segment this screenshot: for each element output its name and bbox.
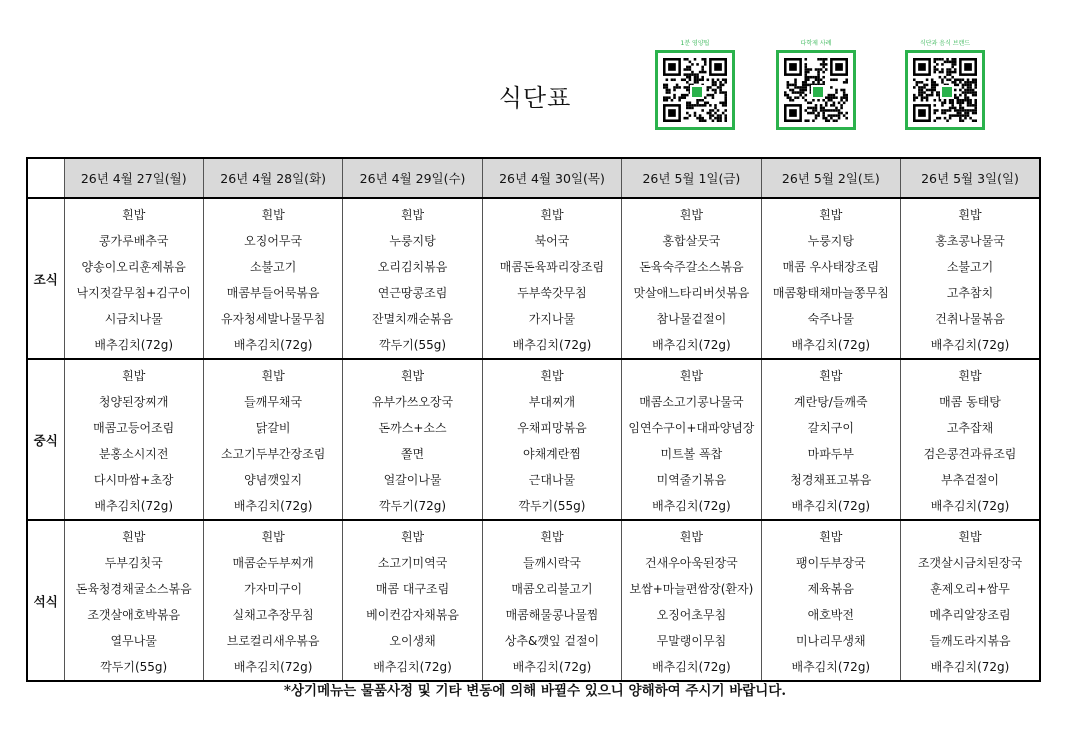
menu-cell bbox=[761, 520, 900, 681]
menu-item: 흰밥 bbox=[122, 369, 146, 383]
menu-item: 흰밥 bbox=[540, 369, 564, 383]
menu-item: 청경채표고볶음 bbox=[790, 473, 872, 487]
menu-item: 우채피망볶음 bbox=[517, 421, 587, 435]
qr-code-case-study[interactable] bbox=[771, 38, 861, 130]
day-header: 26년 4월 27일(월) bbox=[64, 158, 203, 198]
menu-item: 브로컬리새우볶음 bbox=[226, 634, 320, 648]
menu-item: 배추김치(72g) bbox=[791, 338, 871, 352]
menu-table bbox=[26, 157, 1041, 682]
menu-item: 양념깻잎지 bbox=[244, 473, 303, 487]
menu-item: 소불고기 bbox=[946, 260, 994, 274]
menu-item: 열무나물 bbox=[110, 634, 157, 648]
menu-item: 흰밥 bbox=[958, 369, 982, 383]
menu-item: 오리김치볶음 bbox=[377, 260, 448, 274]
menu-item: 깍두기(55g) bbox=[100, 660, 168, 674]
menu-item: 임연수구이+대파양념장 bbox=[628, 421, 755, 435]
day-header: 26년 4월 28일(화) bbox=[203, 158, 342, 198]
menu-item: 계란탕/들깨죽 bbox=[794, 395, 868, 409]
menu-item: 연근땅콩조림 bbox=[377, 286, 448, 300]
menu-item: 메추리알장조림 bbox=[929, 608, 1011, 622]
meal-row bbox=[27, 198, 1040, 359]
meal-label: 조식 bbox=[27, 198, 64, 359]
qr-caption: 식단과 음식 브랜드 bbox=[919, 40, 971, 47]
menu-item: 잔멸치깨순볶음 bbox=[371, 312, 454, 326]
page-title: 식단표 bbox=[498, 84, 572, 112]
menu-item: 흰밥 bbox=[819, 530, 843, 544]
menu-item: 조갯살시금치된장국 bbox=[917, 556, 1023, 570]
day-header-row bbox=[27, 158, 1040, 198]
menu-item: 미역줄기볶음 bbox=[656, 473, 727, 487]
menu-cell bbox=[482, 359, 621, 520]
menu-item: 배추김치(72g) bbox=[791, 499, 871, 513]
menu-item: 배추김치(72g) bbox=[930, 338, 1010, 352]
menu-item: 쫄면 bbox=[400, 447, 425, 461]
day-header: 26년 5월 2일(토) bbox=[761, 158, 900, 198]
menu-item: 매콤 동태탕 bbox=[939, 395, 1001, 409]
day-header: 26년 5월 1일(금) bbox=[622, 158, 761, 198]
menu-item: 배추김치(72g) bbox=[652, 660, 731, 674]
menu-item: 두부김칫국 bbox=[104, 556, 163, 570]
menu-item: 흰밥 bbox=[400, 369, 425, 383]
menu-item: 매콤오리불고기 bbox=[511, 582, 593, 596]
menu-item: 흰밥 bbox=[122, 530, 146, 544]
menu-cell bbox=[64, 198, 203, 359]
menu-item: 두부쑥갓무침 bbox=[517, 286, 587, 300]
menu-item: 소불고기 bbox=[249, 260, 297, 274]
menu-item: 매콤소고기콩나물국 bbox=[639, 395, 744, 409]
menu-item: 흰밥 bbox=[540, 530, 564, 544]
menu-item: 누룽지탕 bbox=[807, 234, 854, 248]
menu-item: 근대나물 bbox=[528, 473, 576, 487]
menu-cell bbox=[622, 520, 761, 681]
menu-item: 배추김치(72g) bbox=[233, 338, 313, 352]
corner-cell bbox=[27, 158, 64, 198]
menu-item: 유자청세발나물무침 bbox=[220, 312, 326, 326]
menu-item: 무말랭이무침 bbox=[656, 634, 727, 648]
footnote: *상기메뉴는 물품사정 및 기타 변동에 의해 바뀔수 있으니 양해하여 주시기 바랍니다. bbox=[283, 683, 787, 699]
menu-item: 야채계란찜 bbox=[522, 447, 581, 461]
qr-code-food-brand[interactable] bbox=[900, 38, 990, 130]
menu-item: 배추김치(72g) bbox=[930, 499, 1010, 513]
menu-item: 매콤고등어조림 bbox=[93, 421, 175, 435]
menu-item: 홍초콩나물국 bbox=[935, 234, 1005, 248]
menu-item: 돈까스+소스 bbox=[378, 421, 447, 435]
menu-item: 갈치구이 bbox=[807, 421, 854, 435]
menu-item: 마파두부 bbox=[807, 447, 854, 461]
menu-item: 참나물겉절이 bbox=[656, 312, 727, 326]
menu-cell bbox=[622, 198, 761, 359]
menu-item: 배추김치(72g) bbox=[652, 338, 731, 352]
menu-item: 흰밥 bbox=[400, 530, 425, 544]
menu-item: 흰밥 bbox=[400, 208, 425, 222]
menu-item: 제육볶음 bbox=[807, 582, 854, 596]
menu-item: 흰밥 bbox=[679, 530, 703, 544]
menu-item: 매콤 대구조림 bbox=[375, 582, 450, 596]
meal-row bbox=[27, 520, 1040, 681]
menu-cell bbox=[901, 520, 1040, 681]
menu-item: 검은콩견과류조림 bbox=[923, 447, 1017, 461]
menu-item: 건취나물볶음 bbox=[935, 312, 1005, 326]
menu-item: 부추겉절이 bbox=[941, 473, 999, 487]
menu-item: 배추김치(72g) bbox=[512, 660, 592, 674]
menu-cell bbox=[901, 359, 1040, 520]
menu-cell bbox=[901, 198, 1040, 359]
menu-item: 시금치나물 bbox=[104, 312, 163, 326]
menu-item: 가지나물 bbox=[528, 312, 576, 326]
menu-item: 팽이두부장국 bbox=[796, 556, 866, 570]
menu-item: 흰밥 bbox=[958, 530, 982, 544]
menu-item: 흰밥 bbox=[540, 208, 564, 222]
qr-caption: 1분 영양팁 bbox=[680, 40, 710, 47]
qr-code-icon bbox=[655, 50, 735, 130]
qr-code-icon bbox=[905, 50, 985, 130]
menu-item: 배추김치(72g) bbox=[233, 660, 313, 674]
menu-cell bbox=[203, 359, 342, 520]
menu-item: 들깨도라지볶음 bbox=[929, 634, 1011, 648]
menu-item: 배추김치(72g) bbox=[373, 660, 452, 674]
day-header: 26년 4월 30일(목) bbox=[482, 158, 621, 198]
menu-cell bbox=[343, 520, 482, 681]
qr-code-nutrition-tip[interactable] bbox=[650, 38, 740, 130]
menu-item: 상추&깻잎 겉절이 bbox=[504, 634, 600, 648]
menu-cell bbox=[203, 520, 342, 681]
menu-item: 배추김치(72g) bbox=[791, 660, 871, 674]
menu-item: 매콤해물콩나물찜 bbox=[505, 608, 599, 622]
menu-item: 소고기미역국 bbox=[377, 556, 448, 570]
menu-item: 배추김치(72g) bbox=[512, 338, 592, 352]
meal-label: 중식 bbox=[27, 359, 64, 520]
menu-item: 얼갈이나물 bbox=[383, 473, 442, 487]
menu-item: 미트볼 폭찹 bbox=[660, 447, 723, 461]
menu-item: 깍두기(55g) bbox=[518, 499, 586, 513]
menu-cell bbox=[203, 198, 342, 359]
menu-item: 돈육숙주갈소스볶음 bbox=[639, 260, 744, 274]
menu-item: 숙주나물 bbox=[807, 312, 854, 326]
day-header: 26년 5월 3일(일) bbox=[901, 158, 1040, 198]
menu-item: 가자미구이 bbox=[244, 582, 303, 596]
menu-item: 다시마쌈+초장 bbox=[93, 473, 174, 487]
menu-item: 흰밥 bbox=[261, 208, 285, 222]
menu-cell bbox=[622, 359, 761, 520]
menu-item: 배추김치(72g) bbox=[94, 499, 174, 513]
menu-item: 흰밥 bbox=[819, 208, 843, 222]
menu-cell bbox=[343, 198, 482, 359]
menu-item: 오징어초무침 bbox=[656, 608, 727, 622]
menu-item: 매콤돈육꽈리장조림 bbox=[499, 260, 605, 274]
menu-item: 매콤순두부찌개 bbox=[232, 556, 314, 570]
menu-item: 매콤 우사태장조림 bbox=[782, 260, 880, 274]
menu-item: 돈육청경채굴소스볶음 bbox=[75, 582, 192, 596]
menu-item: 고추잡채 bbox=[946, 421, 994, 435]
menu-item: 유부가쓰오장국 bbox=[371, 395, 454, 409]
menu-item: 건새우아욱된장국 bbox=[645, 556, 738, 570]
menu-item: 흰밥 bbox=[679, 208, 703, 222]
menu-item: 배추김치(72g) bbox=[930, 660, 1010, 674]
meal-label: 석식 bbox=[27, 520, 64, 681]
menu-item: 베이컨감자채볶음 bbox=[366, 608, 459, 622]
menu-cell bbox=[64, 359, 203, 520]
meal-row bbox=[27, 359, 1040, 520]
menu-item: 들깨무채국 bbox=[244, 395, 303, 409]
menu-item: 콩가루배추국 bbox=[98, 234, 169, 248]
menu-item: 누룽지탕 bbox=[389, 234, 436, 248]
menu-item: 깍두기(55g) bbox=[379, 338, 447, 352]
day-header: 26년 4월 29일(수) bbox=[343, 158, 482, 198]
menu-item: 부대찌개 bbox=[528, 395, 576, 409]
menu-item: 닭갈비 bbox=[255, 421, 291, 435]
menu-cell bbox=[482, 520, 621, 681]
menu-item: 실채고추장무침 bbox=[232, 608, 314, 622]
menu-item: 배추김치(72g) bbox=[94, 338, 174, 352]
menu-item: 고추참치 bbox=[946, 286, 994, 300]
menu-cell bbox=[64, 520, 203, 681]
menu-item: 흰밥 bbox=[261, 530, 285, 544]
menu-item: 양송이오리훈제볶음 bbox=[81, 260, 186, 274]
menu-cell bbox=[761, 198, 900, 359]
menu-cell bbox=[761, 359, 900, 520]
menu-item: 보쌈+마늘편쌈장(환자) bbox=[629, 582, 754, 596]
menu-item: 조갯살애호박볶음 bbox=[87, 608, 181, 622]
menu-item: 흰밥 bbox=[679, 369, 703, 383]
menu-cell bbox=[343, 359, 482, 520]
menu-item: 분홍소시지전 bbox=[98, 447, 169, 461]
qr-code-icon bbox=[776, 50, 856, 130]
menu-item: 맛살애느타리버섯볶음 bbox=[633, 286, 750, 300]
menu-item: 흰밥 bbox=[958, 208, 982, 222]
menu-item: 배추김치(72g) bbox=[652, 499, 731, 513]
qr-caption: 다학제 사례 bbox=[800, 40, 832, 47]
menu-item: 들깨시락국 bbox=[522, 556, 581, 570]
menu-item: 오이생채 bbox=[389, 634, 436, 648]
menu-item: 흰밥 bbox=[261, 369, 285, 383]
menu-item: 깍두기(72g) bbox=[379, 499, 447, 513]
menu-item: 청양된장찌개 bbox=[98, 395, 169, 409]
menu-item: 훈제오리+쌈무 bbox=[930, 582, 1010, 596]
menu-item: 배추김치(72g) bbox=[233, 499, 313, 513]
menu-cell bbox=[482, 198, 621, 359]
menu-item: 매콤황태채마늘쫑무침 bbox=[772, 286, 889, 300]
menu-item: 낙지젓갈무침+김구이 bbox=[76, 286, 191, 300]
menu-item: 소고기두부간장조림 bbox=[220, 447, 326, 461]
menu-item: 오징어무국 bbox=[244, 234, 303, 248]
menu-item: 흰밥 bbox=[122, 208, 146, 222]
menu-item: 미나리무생채 bbox=[796, 634, 866, 648]
menu-item: 흰밥 bbox=[819, 369, 843, 383]
menu-item: 매콤부들어묵볶음 bbox=[226, 286, 320, 300]
menu-item: 애호박전 bbox=[807, 608, 854, 622]
menu-item: 홍합살뭇국 bbox=[662, 234, 721, 248]
menu-item: 북어국 bbox=[534, 234, 570, 248]
